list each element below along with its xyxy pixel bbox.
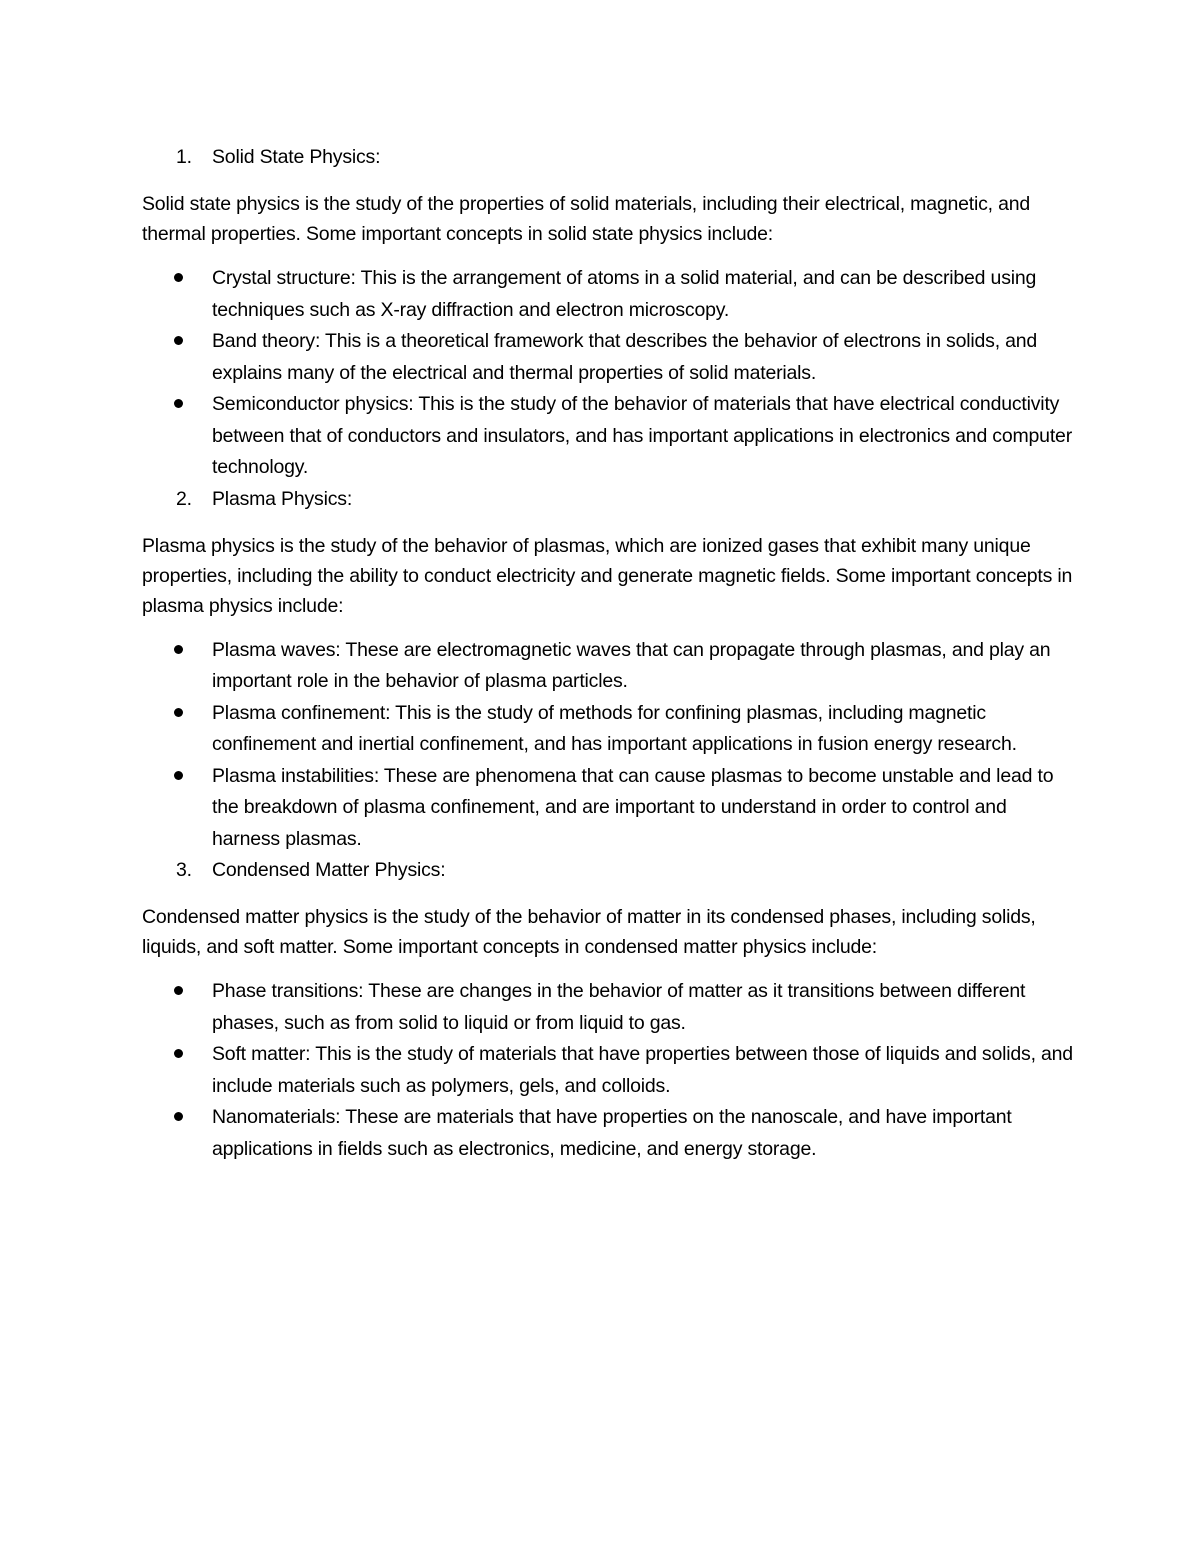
section-title: Solid State Physics: (212, 146, 381, 168)
list-item-text: Plasma waves: These are electromagnetic waves that can propagate through plasmas, and play an important role in the behavior of plasma particles. (212, 638, 1051, 692)
section-title: Condensed Matter Physics: (212, 859, 446, 881)
section-heading-solid-state (142, 142, 1077, 173)
section-paragraph: Condensed matter physics is the study of the behavior of matter in its condensed phases, including solids, liquids, and soft matter. Some important concepts in condensed matter physics include: (142, 906, 1036, 958)
list-item (142, 761, 1077, 856)
list-item (142, 1039, 1077, 1102)
section-paragraph: Solid state physics is the study of the properties of solid materials, including their electrical, magnetic, and thermal properties. Some important concepts in solid state physics include: (142, 193, 1031, 245)
list-item-text: Semiconductor physics: This is the study of the behavior of materials that have electrical conductivity between that of conductors and insulators, and has important applications in electronics and computer technology. (212, 393, 1072, 478)
bullet-list (142, 635, 1077, 856)
list-item (142, 635, 1077, 698)
list-item (142, 263, 1077, 326)
list-item (142, 698, 1077, 761)
section-heading-plasma (142, 484, 1077, 515)
section-number: 3. (176, 859, 192, 881)
list-item-text: Band theory: This is a theoretical framework that describes the behavior of electrons in solids, and explains many of the electrical and thermal properties of solid materials. (212, 330, 1038, 384)
list-item (142, 976, 1077, 1039)
document-body (142, 142, 1077, 1165)
list-item-text: Plasma instabilities: These are phenomena that can cause plasmas to become unstable and lead to the breakdown of plasma confinement, and are important to understand in order to control and harness plasmas. (212, 764, 1054, 850)
list-item (142, 389, 1077, 484)
bullet-icon (174, 645, 183, 654)
bullet-icon (174, 336, 183, 345)
list-item-text: Plasma confinement: This is the study of methods for confining plasmas, including magnetic confinement and inertial confinement, and has important applications in fusion energy research. (212, 701, 1017, 755)
list-item-text: Nanomaterials: These are materials that have properties on the nanoscale, and have important applications in fields such as electronics, medicine, and energy storage. (212, 1106, 1012, 1160)
bullet-icon (174, 1049, 183, 1058)
bullet-icon (174, 1112, 183, 1121)
list-item (142, 326, 1077, 389)
list-item-text: Crystal structure: This is the arrangement of atoms in a solid material, and can be described using techniques such as X-ray diffraction and electron microscopy. (212, 267, 1037, 321)
bullet-icon (174, 273, 183, 282)
section-heading-condensed-matter (142, 855, 1077, 886)
bullet-icon (174, 986, 183, 995)
list-item-text: Soft matter: This is the study of materials that have properties between those of liquids and solids, and include materials such as polymers, gels, and colloids. (212, 1043, 1073, 1097)
bullet-list (142, 263, 1077, 484)
bullet-icon (174, 708, 183, 717)
bullet-icon (174, 771, 183, 780)
section-title: Plasma Physics: (212, 487, 353, 510)
bullet-list (142, 976, 1077, 1165)
section-number: 2. (176, 487, 192, 510)
list-item-text: Phase transitions: These are changes in the behavior of matter as it transitions between different phases, such as from solid to liquid or from liquid to gas. (212, 980, 1026, 1034)
section-number: 1. (176, 146, 192, 168)
bullet-icon (174, 399, 183, 408)
list-item (142, 1102, 1077, 1165)
section-paragraph: Plasma physics is the study of the behavior of plasmas, which are ionized gases that exhibit many unique properties, including the ability to conduct electricity and generate magnetic fields. Some important concepts in plasma physics include: (142, 534, 1073, 617)
